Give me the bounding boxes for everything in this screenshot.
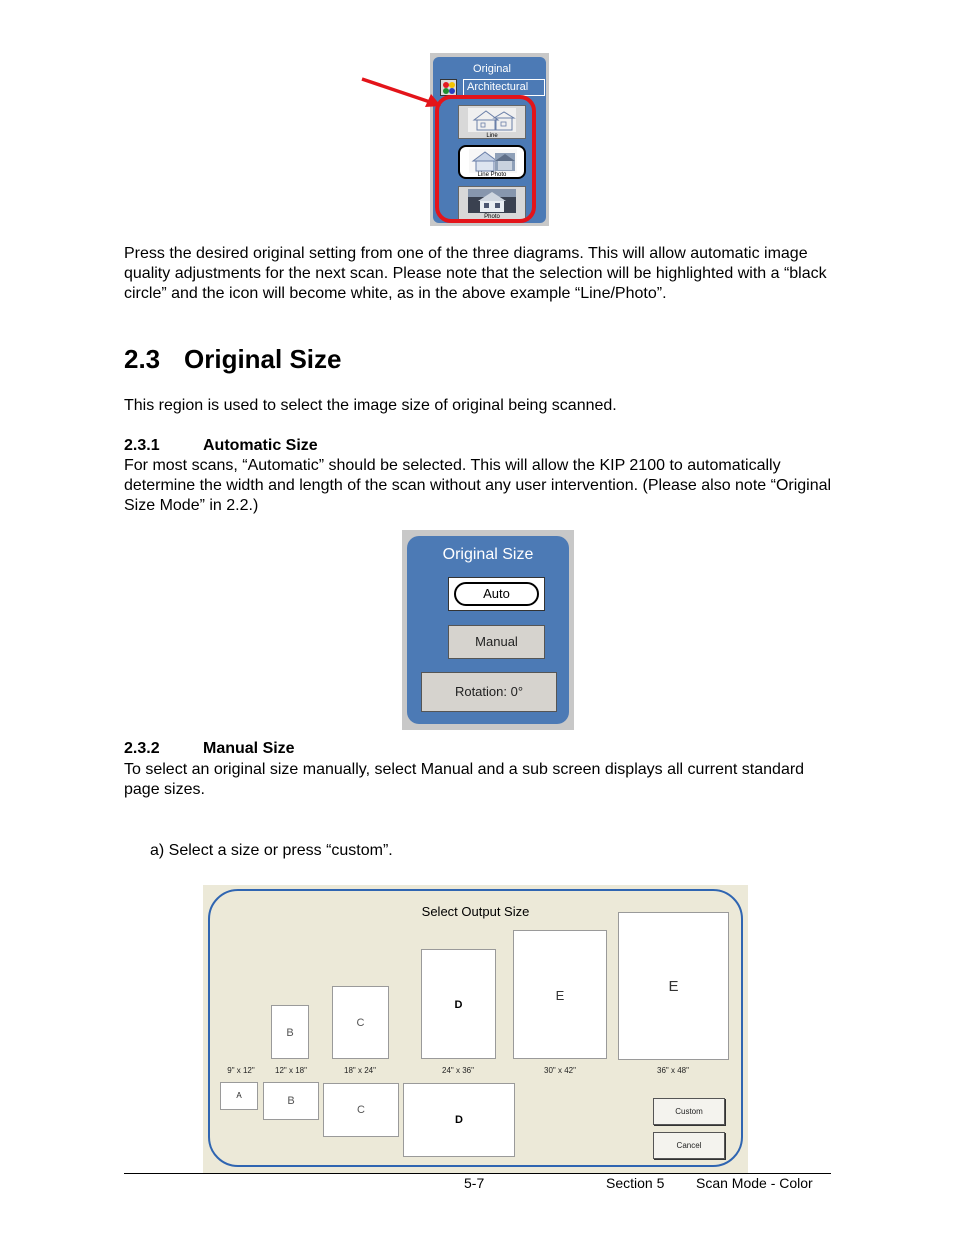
subsection-title: Automatic Size <box>203 437 318 454</box>
subsection-manual-heading <box>124 740 295 758</box>
section-number: 2.3 <box>124 344 161 374</box>
section-intro: This region is used to select the image size of original being scanned. <box>124 397 617 414</box>
size-label: C <box>357 1104 365 1116</box>
original-size-title: Original Size <box>442 546 534 563</box>
original-size-panel <box>402 530 574 730</box>
subsection-title: Manual Size <box>203 740 295 757</box>
dim-36x48: 36" x 48" <box>657 1066 689 1075</box>
size-label: B <box>287 1095 295 1107</box>
rotation-button[interactable]: Rotation: 0° <box>421 672 557 712</box>
highlight-frame <box>435 95 536 223</box>
section-title: Original Size <box>184 344 342 374</box>
original-panel-title: Original <box>473 63 511 75</box>
dim-30x42: 30" x 42" <box>544 1066 576 1075</box>
size-b-landscape-button[interactable] <box>263 1082 319 1120</box>
auto-button-label: Auto <box>454 582 539 606</box>
size-c-portrait-button[interactable] <box>332 986 389 1059</box>
dim-24x36: 24" x 36" <box>442 1066 474 1075</box>
size-c-landscape-button[interactable] <box>323 1083 399 1137</box>
size-b-portrait-button[interactable] <box>271 1005 309 1059</box>
photo-option-label: Photo <box>484 214 500 220</box>
select-output-size-panel <box>203 885 748 1173</box>
size-d-landscape-button[interactable] <box>403 1083 515 1157</box>
size-label: C <box>356 1017 365 1029</box>
subsection-number: 2.3.1 <box>124 437 160 454</box>
red-arrow-icon <box>355 72 445 112</box>
size-a-landscape-button[interactable] <box>220 1082 258 1110</box>
dim-18x24: 18" x 24" <box>344 1066 376 1075</box>
subsection-number: 2.3.2 <box>124 740 160 757</box>
section-heading <box>124 344 342 375</box>
size-e-30x42-button[interactable] <box>513 930 607 1059</box>
size-label: B <box>286 1027 294 1039</box>
subsection-automatic-heading <box>124 437 318 455</box>
manual-button[interactable]: Manual <box>448 625 545 659</box>
size-label: E <box>668 978 679 995</box>
footer-chapter: Scan Mode - Color <box>696 1175 813 1191</box>
paragraph-original-setting: Press the desired original setting from one of the three diagrams. This will allow automatic image quality adjustments for the next scan. Please note that the selection will be highlighted with a “black circle” and the icon will become white, as in the above example “Line/Photo”. <box>124 245 827 302</box>
line-photo-option-label: Line Photo <box>477 172 507 178</box>
size-d-portrait-button[interactable] <box>421 949 496 1059</box>
size-label: D <box>455 1114 463 1126</box>
paragraph-manual-size: To select an original size manually, select Manual and a sub screen displays all current standard page sizes. <box>124 761 805 798</box>
footer-page-number: 5-7 <box>464 1175 485 1191</box>
line-option-label: Line <box>486 133 498 139</box>
dim-12x18: 12" x 18" <box>275 1066 307 1075</box>
paragraph-automatic-size: For most scans, “Automatic” should be selected. This will allow the KIP 2100 to automatically determine the width and length of the scan without any user intervention. (Please also note “Original Size Mode” in 2.2.) <box>124 457 832 514</box>
size-label: E <box>555 988 565 1003</box>
footer-section: Section 5 <box>606 1175 665 1191</box>
footer-rule <box>124 1173 831 1174</box>
size-e-36x48-button[interactable] <box>618 912 729 1060</box>
dim-9x12: 9" x 12" <box>227 1066 255 1075</box>
size-label: D <box>454 999 463 1011</box>
size-label: A <box>236 1091 242 1100</box>
auto-button[interactable] <box>448 577 545 611</box>
step-a: a) Select a size or press “custom”. <box>150 842 393 859</box>
original-type-select[interactable]: Architectural <box>463 79 545 96</box>
cancel-button[interactable]: Cancel <box>653 1132 725 1159</box>
custom-button[interactable]: Custom <box>653 1098 725 1125</box>
output-panel-title: Select Output Size <box>421 904 530 919</box>
